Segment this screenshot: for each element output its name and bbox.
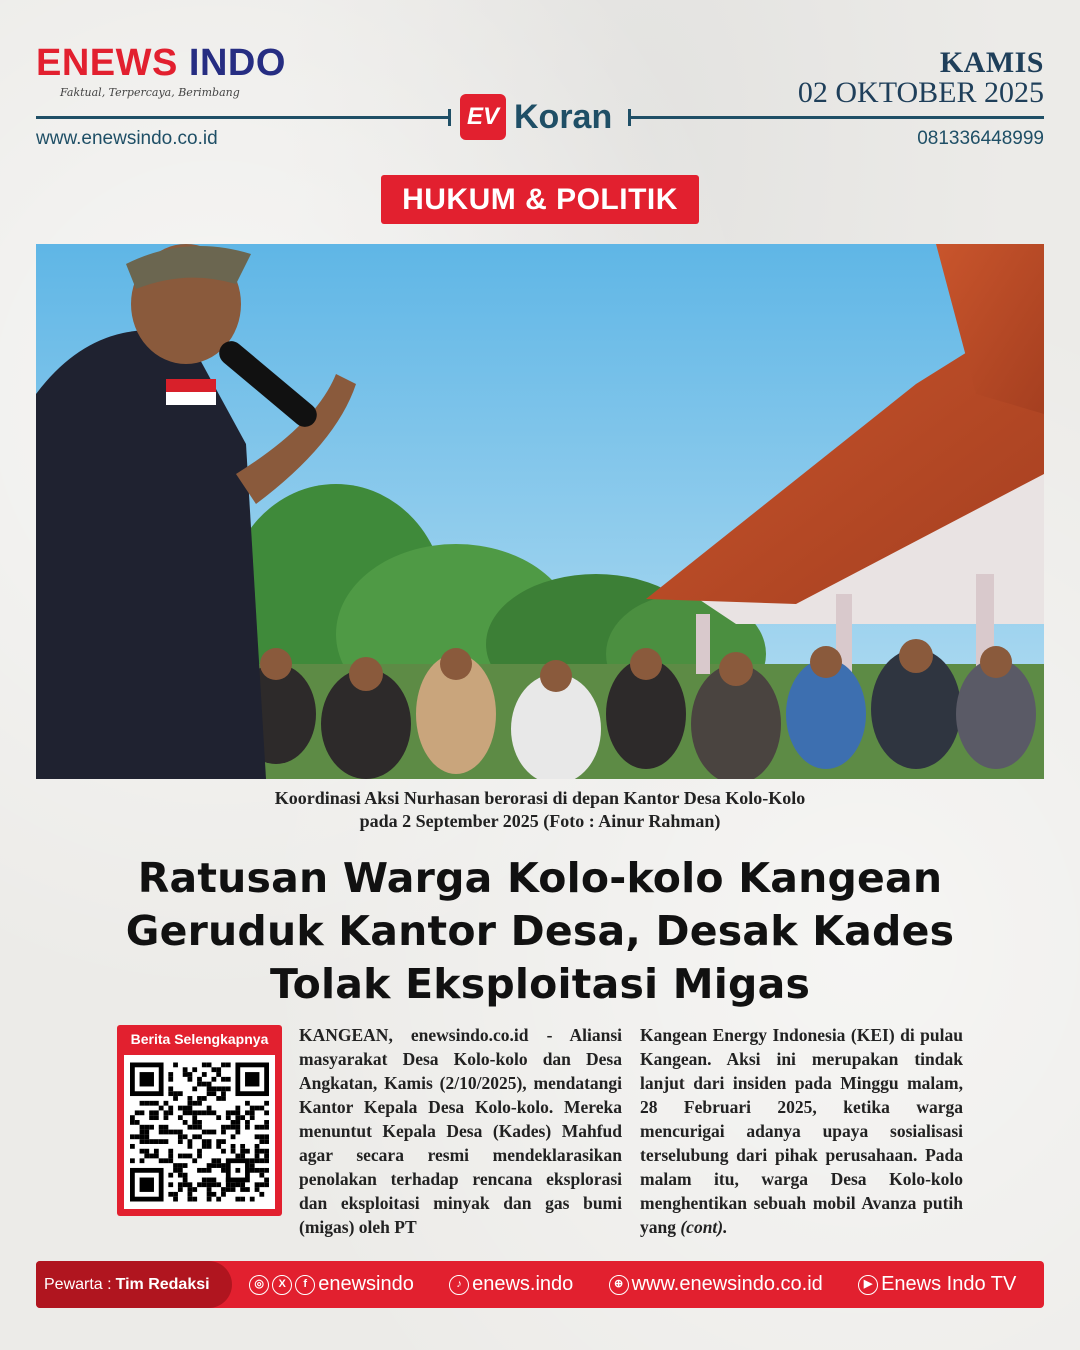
- news-photo: [36, 244, 1044, 779]
- footer-links: [232, 1273, 1044, 1296]
- news-photo-illustration: [36, 244, 1044, 779]
- photo-caption: [140, 787, 940, 833]
- qr-card[interactable]: [117, 1025, 282, 1216]
- brand-name-part2: INDO: [188, 42, 286, 84]
- article-column-2: [640, 1023, 963, 1239]
- youtube-icon: ▶: [858, 1275, 878, 1295]
- photo-caption-line2: pada 2 September 2025 (Foto : Ainur Rahman): [359, 811, 721, 831]
- koran-label: Koran: [514, 97, 613, 136]
- youtube-link[interactable]: [858, 1273, 1016, 1296]
- tiktok-handle: enews.indo: [472, 1273, 574, 1295]
- headline-line1: Ratusan Warga Kolo-kolo Kangean: [137, 854, 943, 902]
- headline-line3: Tolak Eksploitasi Migas: [269, 960, 811, 1008]
- issue-date-full: 02 OKTOBER 2025: [797, 76, 1044, 109]
- social-link-tiktok[interactable]: [449, 1273, 573, 1296]
- footer-bar: [36, 1261, 1044, 1308]
- tiktok-icon: ♪: [449, 1275, 469, 1295]
- brand-logo: [36, 44, 286, 82]
- qr-code-graphic: [130, 1061, 269, 1203]
- social-link-enewsindo[interactable]: [249, 1273, 414, 1296]
- continued-marker: (cont).: [680, 1217, 728, 1237]
- qr-code[interactable]: [124, 1055, 275, 1209]
- globe-icon: ⊕: [609, 1275, 629, 1295]
- qr-card-title: Berita Selengkapnya: [130, 1031, 269, 1047]
- divider-cap-left: [448, 109, 451, 126]
- koran-logo: [460, 94, 612, 140]
- youtube-channel: Enews Indo TV: [881, 1273, 1017, 1295]
- issue-day: KAMIS: [939, 46, 1044, 79]
- koran-logo-icon: EV: [460, 94, 506, 140]
- facebook-icon: f: [295, 1275, 315, 1295]
- reporter-credit: [36, 1261, 232, 1308]
- divider-right: [630, 116, 1044, 119]
- instagram-icon: ◎: [249, 1275, 269, 1295]
- x-icon: X: [272, 1275, 292, 1295]
- reporter-label: Pewarta :: [44, 1275, 112, 1293]
- article-headline: [60, 852, 1020, 1011]
- brand-tagline: Faktual, Terpercaya, Berimbang: [60, 86, 240, 99]
- reporter-name: Tim Redaksi: [115, 1275, 210, 1293]
- footer-website-link[interactable]: [609, 1273, 823, 1296]
- photo-caption-line1: Koordinasi Aksi Nurhasan berorasi di depan Kantor Desa Kolo-Kolo: [274, 788, 806, 808]
- headline-line2: Geruduk Kantor Desa, Desak Kades: [125, 907, 955, 955]
- divider-left: [36, 116, 450, 119]
- article-column-1: KANGEAN, enewsindo.co.id - Aliansi masyarakat Desa Kolo-kolo dan Desa Angkatan, Kamis (2/10/2025), mendatangi Kantor Kepala Desa Kolo-kolo. Mereka menuntut Kepala Desa (Kades) Mahfud agar secara resmi mendeklarasikan penolakan terhadap rencana eksplorasi dan eksploitasi minyak dan gas bumi (migas) oleh PT: [299, 1025, 622, 1237]
- article-column-2-text: Kangean Energy Indonesia (KEI) di pulau Kangean. Aksi ini merupakan tindak lanjut dari insiden pada Minggu malam, 28 Februari 2025, ketika warga mencurigai adanya upaya sosialisasi terselubung dari pihak perusahaan. Pada malam itu, warga Desa Kolo-kolo menghentikan sebuah mobil Avanza putih yang: [640, 1025, 963, 1237]
- social-handle: enewsindo: [318, 1273, 414, 1295]
- footer-website: www.enewsindo.co.id: [631, 1273, 823, 1295]
- divider-cap-right: [628, 109, 631, 126]
- issue-date: [798, 48, 1044, 108]
- header-website-link[interactable]: www.enewsindo.co.id: [36, 128, 218, 149]
- brand-name-part1: ENEWS: [36, 42, 178, 84]
- header-phone: 081336448999: [917, 128, 1044, 149]
- category-badge: HUKUM & POLITIK: [381, 175, 699, 224]
